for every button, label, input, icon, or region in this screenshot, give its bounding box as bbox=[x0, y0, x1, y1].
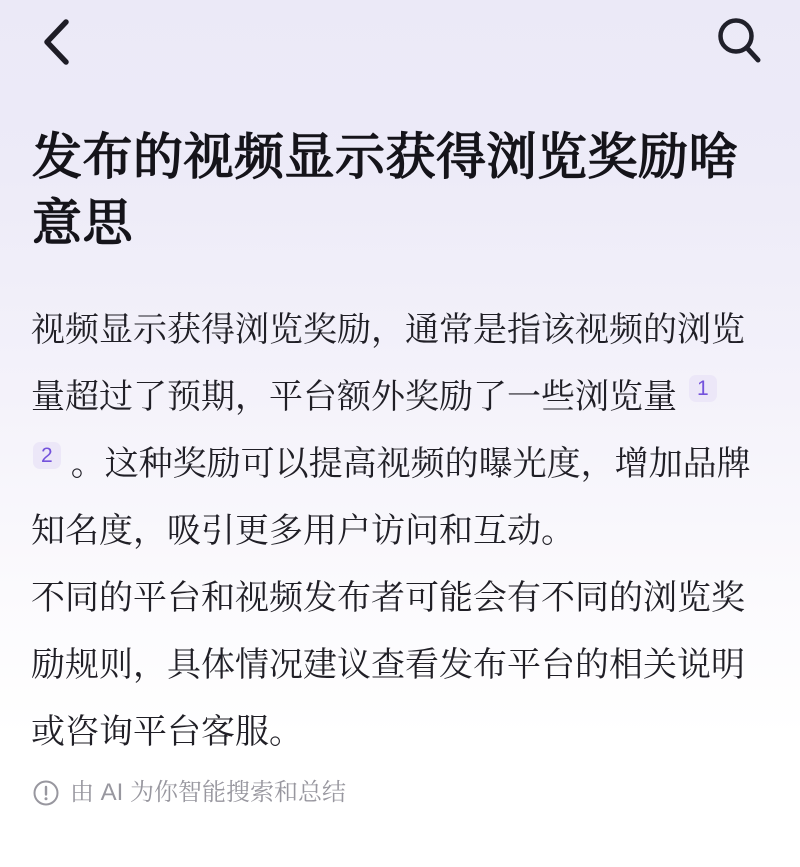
ai-notice bbox=[33, 779, 346, 807]
page-title-line-2: 意思 bbox=[32, 195, 133, 251]
body-line bbox=[31, 632, 776, 699]
body-line bbox=[31, 498, 776, 565]
body-text: 知名度，吸引更多用户访问和互动。 bbox=[31, 512, 575, 550]
page-title-line-1: 发布的视频显示获得浏览奖励啥 bbox=[32, 129, 739, 185]
body-line bbox=[31, 699, 776, 766]
page-title bbox=[32, 124, 772, 256]
body-line bbox=[31, 364, 776, 431]
ai-notice-text: 由 AI 为你智能搜索和总结 bbox=[70, 779, 347, 806]
search-button[interactable] bbox=[712, 12, 768, 68]
body-text: 励规则，具体情况建议查看发布平台的相关说明 bbox=[31, 646, 745, 684]
body-line bbox=[31, 565, 776, 632]
body-text: 不同的平台和视频发布者可能会有不同的浏览奖 bbox=[31, 579, 745, 617]
exclamation-circle-icon bbox=[33, 780, 59, 806]
body-text: 或咨询平台客服。 bbox=[31, 713, 303, 751]
body-line bbox=[31, 431, 776, 498]
body-text: 视频显示获得浏览奖励，通常是指该视频的浏览 bbox=[31, 311, 745, 349]
top-bar bbox=[0, 0, 800, 80]
citation-ref[interactable]: 2 bbox=[33, 442, 61, 469]
back-button[interactable] bbox=[38, 14, 76, 70]
citation-ref[interactable]: 1 bbox=[689, 375, 717, 402]
body-line bbox=[31, 297, 776, 364]
body-text: 。这种奖励可以提高视频的曝光度，增加品牌 bbox=[70, 445, 751, 483]
article-body bbox=[31, 297, 776, 766]
chevron-left-icon bbox=[38, 14, 76, 70]
search-icon bbox=[712, 12, 768, 68]
body-text: 量超过了预期，平台额外奖励了一些浏览量 bbox=[31, 378, 677, 416]
